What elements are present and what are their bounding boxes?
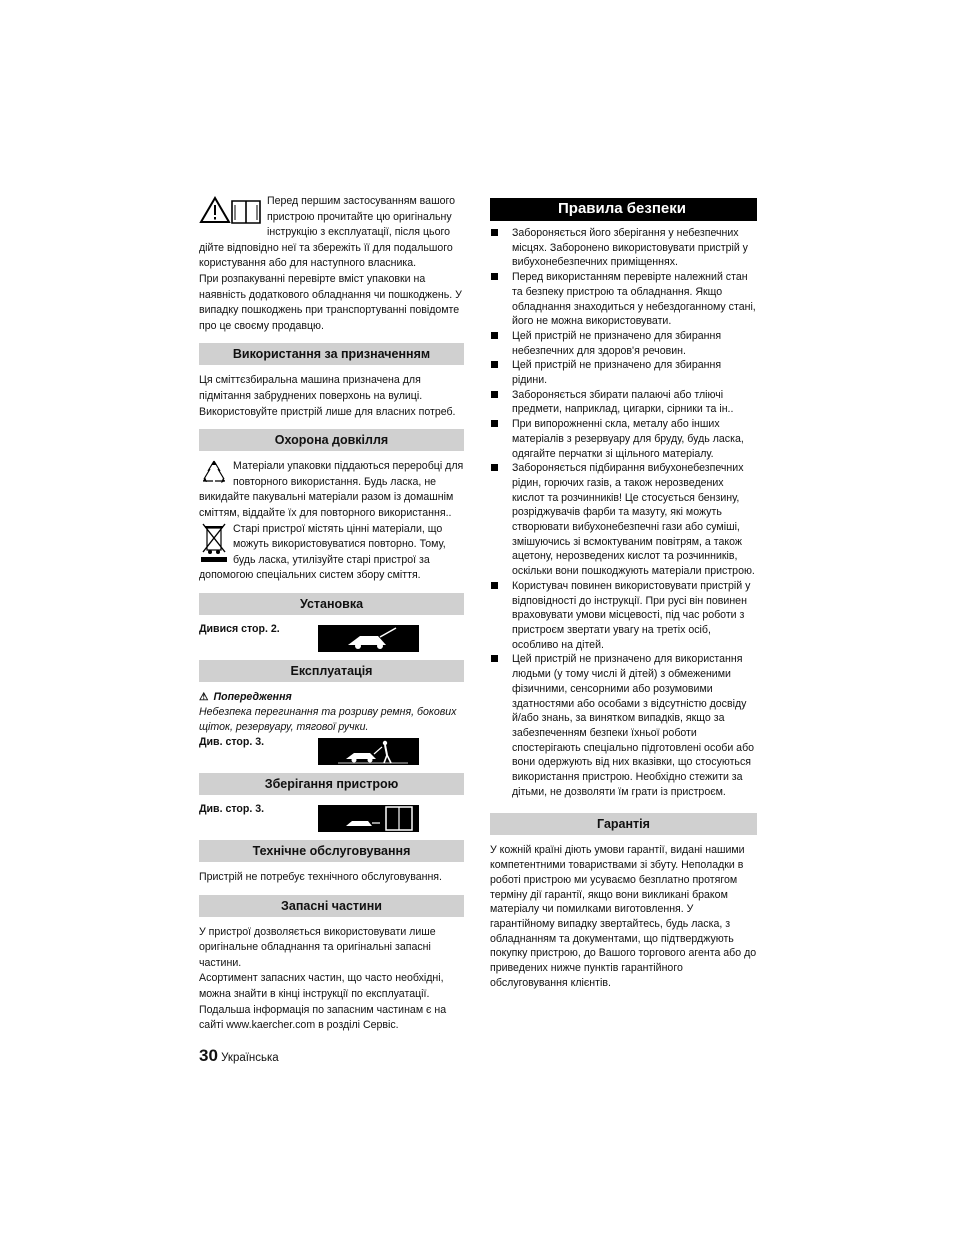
maintenance-text: Пристрій не потребує технічного обслуговування. [199, 871, 442, 884]
list-item: Перед використанням перевірте належний стан та безпеку пристрою та обладнання. Якщо обладнання знаходиться у небездоганному стані, його не можна використовувати. [490, 270, 757, 329]
warning-manual-icon [199, 194, 263, 226]
install-row [199, 623, 464, 651]
bullet-square-icon [491, 332, 498, 339]
warning-icon: ⚠ [199, 690, 209, 703]
install-illustration [318, 625, 419, 652]
storage-illustration [318, 805, 419, 832]
storage-page-ref: Див. стор. 3. [199, 803, 265, 816]
warranty-text: У кожній країні діють умови гарантії, видані нашими компетентними товариствами зі збуту. Неполадки в роботі пристрою ми усуваємо безплатно протягом терміну дії гарантії, якщо вони викликані браком матеріалу чи помилками виготовлення. У гарантійному випадку звертайтесь, будь ласка, з обладнанням та документами, що підтверджують покупку пристрою, до Вашого торгового агента або до приведених нижче пунктів гарантійного обслуговування клієнтів. [490, 844, 757, 989]
warning-heading [199, 690, 464, 705]
bullet-square-icon [491, 391, 498, 398]
environment-text-1: Матеріали упаковки піддаються переробці для повторного використання. Будь ласка, не викидайте пакувальні матеріали разом із домашнім сміттям, віддайте їх для повторного використання.. [199, 460, 464, 519]
storage-row [199, 803, 464, 831]
parts-text-1: У пристрої дозволяється використовувати лише оригінальне обладнання та оригінальні запасні частини. [199, 925, 436, 969]
list-item: Цей пристрій не призначено для використання людьми (у тому числі й дітей) з обмеженими фізичними, сенсорними або розумовими здатностями або особами з відсутністю досвіду й/або знань, за винятком випадків, якщо за забезпеченням безпеки їхньої роботи спостерігають спеціально підготовлені особи або вони одержують від них вказівки, що стосуються використання пристрою. Необхідно стежити за дітьми, не дозволяти їм грати із пристроєм. [490, 652, 757, 799]
list-item: Цей пристрій не призначено для збирання небезпечних для здоров'я речовин. [490, 329, 757, 358]
bullet-square-icon [491, 655, 498, 662]
operation-page-ref: Див. стор. 3. [199, 736, 265, 749]
bullet-square-icon [491, 464, 498, 471]
section-parts-title: Запасні частини [199, 895, 464, 917]
environment-text-2: Старі пристрої містять цінні матеріали, що можуть використовуватися повторно. Тому, будь ласка, утилізуйте старі пристрої за допомогою спеціальних систем збору сміття. [199, 522, 446, 582]
bullet-square-icon [491, 273, 498, 280]
safety-list [490, 226, 757, 799]
environment-bin-block [199, 522, 464, 584]
usage-text: Ця сміттєзбиральна машина призначена для підмітання забруднених поверхонь на вулиці. Використовуйте пристрій лише для власних потреб. [199, 374, 456, 418]
operation-row [199, 736, 464, 764]
right-column [490, 198, 757, 990]
page-footer [199, 1046, 464, 1066]
list-item: Користувач повинен використовувати пристрій у відповідності до інструкції. При русі він повинен враховувати умови місцевості, під час роботи з пристроєм звертати увагу на третіх осіб, особливо на дітей. [490, 579, 757, 653]
bullet-square-icon [491, 229, 498, 236]
warning-title: Попередження [213, 690, 292, 703]
page-language: Українська [221, 1051, 279, 1064]
install-page-ref: Дивися стор. 2. [199, 622, 280, 635]
parts-text-2: Асортимент запасних частин, що часто необхідні, можна знайти в кінці інструкції по експлуатації. Подальша інформація по запасним частинам є на сайті www.kaercher.com в розділі Сервіс. [199, 972, 447, 1032]
environment-recycle-block [199, 459, 464, 521]
section-operation-title: Експлуатація [199, 660, 464, 682]
section-storage-title: Зберігання пристрою [199, 773, 464, 795]
warning-text: Небезпека перегинання та розриву ремня, бокових щіток, резервуару, тягової ручки. [199, 705, 457, 734]
list-item: Цей пристрій не призначено для збирання рідини. [490, 358, 757, 387]
page-number: 30 [199, 1045, 218, 1065]
section-environment-title: Охорона довкілля [199, 429, 464, 451]
recycle-icon [199, 459, 229, 487]
section-usage-title: Використання за призначенням [199, 343, 464, 365]
list-item: Забороняється підбирання вибухонебезпечних рідин, горючих газів, а також нерозведених кислот та розчинників! Це стосується бензину, розріджувачів фарби та мазуту, які можуть створювати вибухонебезпечні гази або суміші, змішуючись зі всмоктуваним повітрям, а також ацетону, нерозведених кислот та розчинників, оскільки вони пошкоджують матеріали пристрою. [490, 461, 757, 579]
section-maintenance-title: Технічне обслуговування [199, 840, 464, 862]
operation-illustration [318, 738, 419, 765]
safety-title: Правила безпеки [490, 198, 757, 221]
intro-text: Перед першим застосуванням вашого пристрою прочитайте цю оригінальну інструкцію з експлуатації, після цього дійте відповідно неї та збережіть її для подальшого користування або для наступного власника. [199, 195, 455, 270]
intro-text-2: При розпакуванні перевірте вміст упаковки на наявність додаткового обладнання чи пошкоджень. У випадку пошкоджень при транспортуванні повідомте про це своєму продавцю. [199, 272, 462, 332]
bullet-square-icon [491, 361, 498, 368]
bullet-square-icon [491, 420, 498, 427]
intro-section [199, 194, 464, 334]
list-item: Забороняється збирати палаючі або тліючі предмети, наприклад, цигарки, сірники та ін.. [490, 388, 757, 417]
section-warranty-title: Гарантія [490, 813, 757, 835]
list-item: Забороняється його зберігання у небезпечних місцях. Заборонено використовувати пристрій у вибухонебезпечних приміщеннях. [490, 226, 757, 270]
crossed-bin-icon [199, 522, 229, 562]
section-install-title: Установка [199, 593, 464, 615]
list-item: При випорожненні скла, металу або інших матеріалів з резервуару для бруду, будь ласка, одягайте перчатки зі щільного матеріалу. [490, 417, 757, 461]
bullet-square-icon [491, 582, 498, 589]
left-column [199, 194, 464, 1066]
